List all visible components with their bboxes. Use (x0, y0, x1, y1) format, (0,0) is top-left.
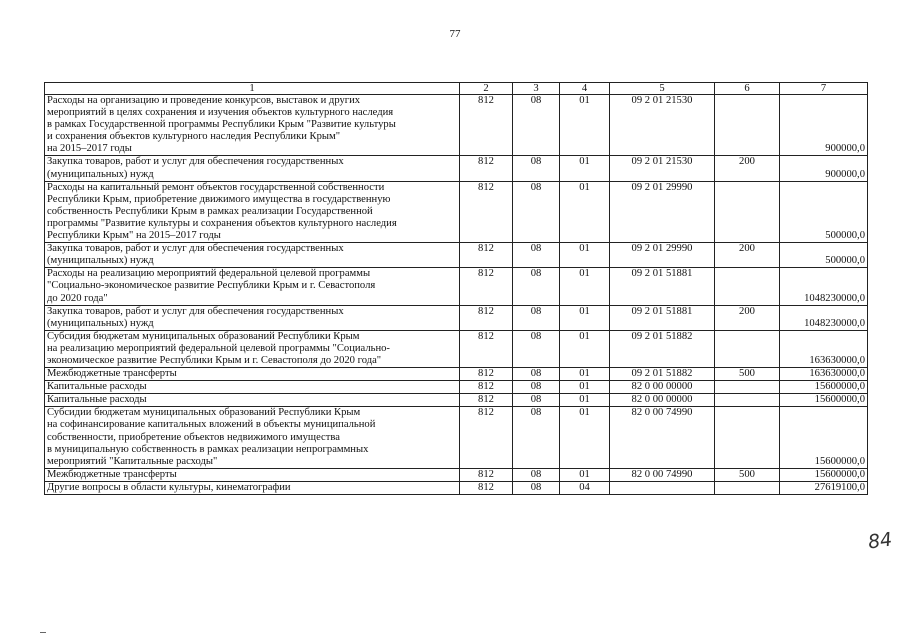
expense-type-code (715, 407, 780, 468)
row-description (45, 95, 460, 156)
ministry-code: 812 (460, 368, 513, 381)
target-article-code: 82 0 00 00000 (610, 381, 715, 394)
description-line: Расходы на капитальный ремонт объектов государственной собственности (47, 181, 385, 193)
table-row (45, 394, 868, 407)
table-row (45, 368, 868, 381)
column-header: 6 (715, 83, 780, 95)
subsection-code: 01 (560, 368, 610, 381)
section-code: 08 (513, 407, 560, 468)
expense-type-code: 200 (715, 243, 780, 268)
description-line: и сохранения объектов культурного наследия Республики Крым" (47, 131, 341, 143)
subsection-code: 01 (560, 381, 610, 394)
description-line: Закупка товаров, работ и услуг для обеспечения государственных (47, 156, 344, 168)
subsection-code: 01 (560, 243, 610, 268)
section-code: 08 (513, 368, 560, 381)
row-description (45, 468, 460, 481)
expense-type-code: 500 (715, 368, 780, 381)
section-code: 08 (513, 394, 560, 407)
target-article-code: 09 2 01 21530 (610, 156, 715, 181)
section-code: 08 (513, 330, 560, 367)
column-header: 4 (560, 83, 610, 95)
ministry-code: 812 (460, 407, 513, 468)
amount: 500000,0 (780, 181, 868, 242)
description-line: на реализацию мероприятий федеральной целевой программы "Социально- (47, 342, 390, 354)
amount: 15600000,0 (780, 381, 868, 394)
target-article-code: 82 0 00 74990 (610, 468, 715, 481)
ministry-code: 812 (460, 468, 513, 481)
table-row (45, 330, 868, 367)
target-article-code: 82 0 00 00000 (610, 394, 715, 407)
description-line: Субсидия бюджетам муниципальных образований Республики Крым (47, 330, 360, 342)
description-line: собственность Республики Крым в рамках реализации Государственной (47, 205, 373, 217)
scan-mark (40, 632, 46, 633)
section-code: 08 (513, 181, 560, 242)
column-header: 2 (460, 83, 513, 95)
handwritten-page-mark: 84 (866, 528, 894, 554)
section-code: 08 (513, 243, 560, 268)
row-description (45, 156, 460, 181)
amount: 15600000,0 (780, 394, 868, 407)
target-article-code: 09 2 01 51881 (610, 305, 715, 330)
description-line: Капитальные расходы (47, 394, 147, 406)
target-article-code (610, 481, 715, 494)
target-article-code: 09 2 01 29990 (610, 243, 715, 268)
subsection-code: 01 (560, 95, 610, 156)
expense-type-code (715, 181, 780, 242)
budget-table (44, 82, 868, 495)
ministry-code: 812 (460, 394, 513, 407)
description-line: Межбюджетные трансферты (47, 368, 177, 380)
column-header: 3 (513, 83, 560, 95)
column-number-row (45, 83, 868, 95)
section-code: 08 (513, 305, 560, 330)
table-row (45, 305, 868, 330)
row-description (45, 394, 460, 407)
subsection-code: 01 (560, 181, 610, 242)
amount: 27619100,0 (780, 481, 868, 494)
target-article-code: 82 0 00 74990 (610, 407, 715, 468)
column-header: 5 (610, 83, 715, 95)
ministry-code: 812 (460, 330, 513, 367)
table-row (45, 481, 868, 494)
description-line: Закупка товаров, работ и услуг для обеспечения государственных (47, 305, 344, 317)
table-row (45, 95, 868, 156)
table-row (45, 156, 868, 181)
row-description (45, 330, 460, 367)
ministry-code: 812 (460, 243, 513, 268)
row-description (45, 481, 460, 494)
description-line: Расходы на организацию и проведение конкурсов, выставок и других (47, 95, 361, 106)
amount: 1048230000,0 (780, 268, 868, 305)
subsection-code: 01 (560, 394, 610, 407)
amount: 900000,0 (780, 95, 868, 156)
amount: 163630000,0 (780, 368, 868, 381)
description-line: собственности, приобретение объектов недвижимого имущества (47, 431, 340, 443)
description-line: (муниципальных) нужд (47, 255, 154, 267)
section-code: 08 (513, 268, 560, 305)
table-row (45, 243, 868, 268)
section-code: 08 (513, 95, 560, 156)
description-line: Закупка товаров, работ и услуг для обеспечения государственных (47, 243, 344, 255)
description-line: мероприятий "Капитальные расходы" (47, 455, 218, 467)
description-line: в муниципальную собственность в рамках реализации непрограммных (47, 443, 369, 455)
section-code: 08 (513, 156, 560, 181)
description-line: Капитальные расходы (47, 381, 147, 393)
ministry-code: 812 (460, 181, 513, 242)
table-row (45, 381, 868, 394)
description-line: Республики Крым" на 2015–2017 годы (47, 230, 221, 242)
subsection-code: 04 (560, 481, 610, 494)
amount: 163630000,0 (780, 330, 868, 367)
target-article-code: 09 2 01 21530 (610, 95, 715, 156)
expense-type-code (715, 381, 780, 394)
row-description (45, 305, 460, 330)
expense-type-code (715, 481, 780, 494)
amount: 500000,0 (780, 243, 868, 268)
subsection-code: 01 (560, 330, 610, 367)
expense-type-code: 200 (715, 305, 780, 330)
description-line: до 2020 года" (47, 292, 108, 304)
row-description (45, 243, 460, 268)
target-article-code: 09 2 01 51882 (610, 368, 715, 381)
expense-type-code (715, 330, 780, 367)
expense-type-code: 200 (715, 156, 780, 181)
expense-type-code (715, 95, 780, 156)
row-description (45, 368, 460, 381)
amount: 1048230000,0 (780, 305, 868, 330)
target-article-code: 09 2 01 51881 (610, 268, 715, 305)
subsection-code: 01 (560, 407, 610, 468)
row-description (45, 268, 460, 305)
amount: 15600000,0 (780, 407, 868, 468)
row-description (45, 407, 460, 468)
description-line: экономическое развитие Республики Крым и г. Севастополя до 2020 года" (47, 354, 382, 366)
description-line: в рамках Государственной программы Республики Крым "Развитие культуры (47, 119, 396, 131)
section-code: 08 (513, 481, 560, 494)
subsection-code: 01 (560, 468, 610, 481)
ministry-code: 812 (460, 481, 513, 494)
description-line: (муниципальных) нужд (47, 168, 154, 180)
ministry-code: 812 (460, 381, 513, 394)
amount: 15600000,0 (780, 468, 868, 481)
ministry-code: 812 (460, 268, 513, 305)
description-line: на софинансирование капитальных вложений в объекты муниципальной (47, 419, 376, 431)
description-line: Субсидии бюджетам муниципальных образований Республики Крым (47, 407, 361, 419)
description-line: мероприятий в целях сохранения и изучения объектов культурного наследия (47, 107, 394, 119)
subsection-code: 01 (560, 305, 610, 330)
description-line: "Социально-экономическое развитие Республики Крым и г. Севастополя (47, 280, 376, 292)
expense-type-code (715, 394, 780, 407)
row-description (45, 181, 460, 242)
description-line: (муниципальных) нужд (47, 317, 154, 329)
section-code: 08 (513, 381, 560, 394)
description-line: Межбюджетные трансферты (47, 468, 177, 480)
column-header: 1 (45, 83, 460, 95)
row-description (45, 381, 460, 394)
target-article-code: 09 2 01 29990 (610, 181, 715, 242)
description-line: Расходы на реализацию мероприятий федеральной целевой программы (47, 268, 371, 280)
target-article-code: 09 2 01 51882 (610, 330, 715, 367)
subsection-code: 01 (560, 156, 610, 181)
description-line: Республики Крым, приобретение движимого имущества в государственную (47, 193, 391, 205)
section-code: 08 (513, 468, 560, 481)
subsection-code: 01 (560, 268, 610, 305)
amount: 900000,0 (780, 156, 868, 181)
table-row (45, 268, 868, 305)
expense-type-code (715, 268, 780, 305)
column-header: 7 (780, 83, 868, 95)
description-line: Другие вопросы в области культуры, кинематографии (47, 481, 291, 493)
expense-type-code: 500 (715, 468, 780, 481)
description-line: на 2015–2017 годы (47, 143, 132, 155)
ministry-code: 812 (460, 95, 513, 156)
table-row (45, 407, 868, 468)
ministry-code: 812 (460, 305, 513, 330)
page-number: 77 (449, 28, 461, 40)
description-line: программы "Развитие культуры и сохранения объектов культурного наследия (47, 217, 397, 229)
table-row (45, 468, 868, 481)
table-row (45, 181, 868, 242)
ministry-code: 812 (460, 156, 513, 181)
